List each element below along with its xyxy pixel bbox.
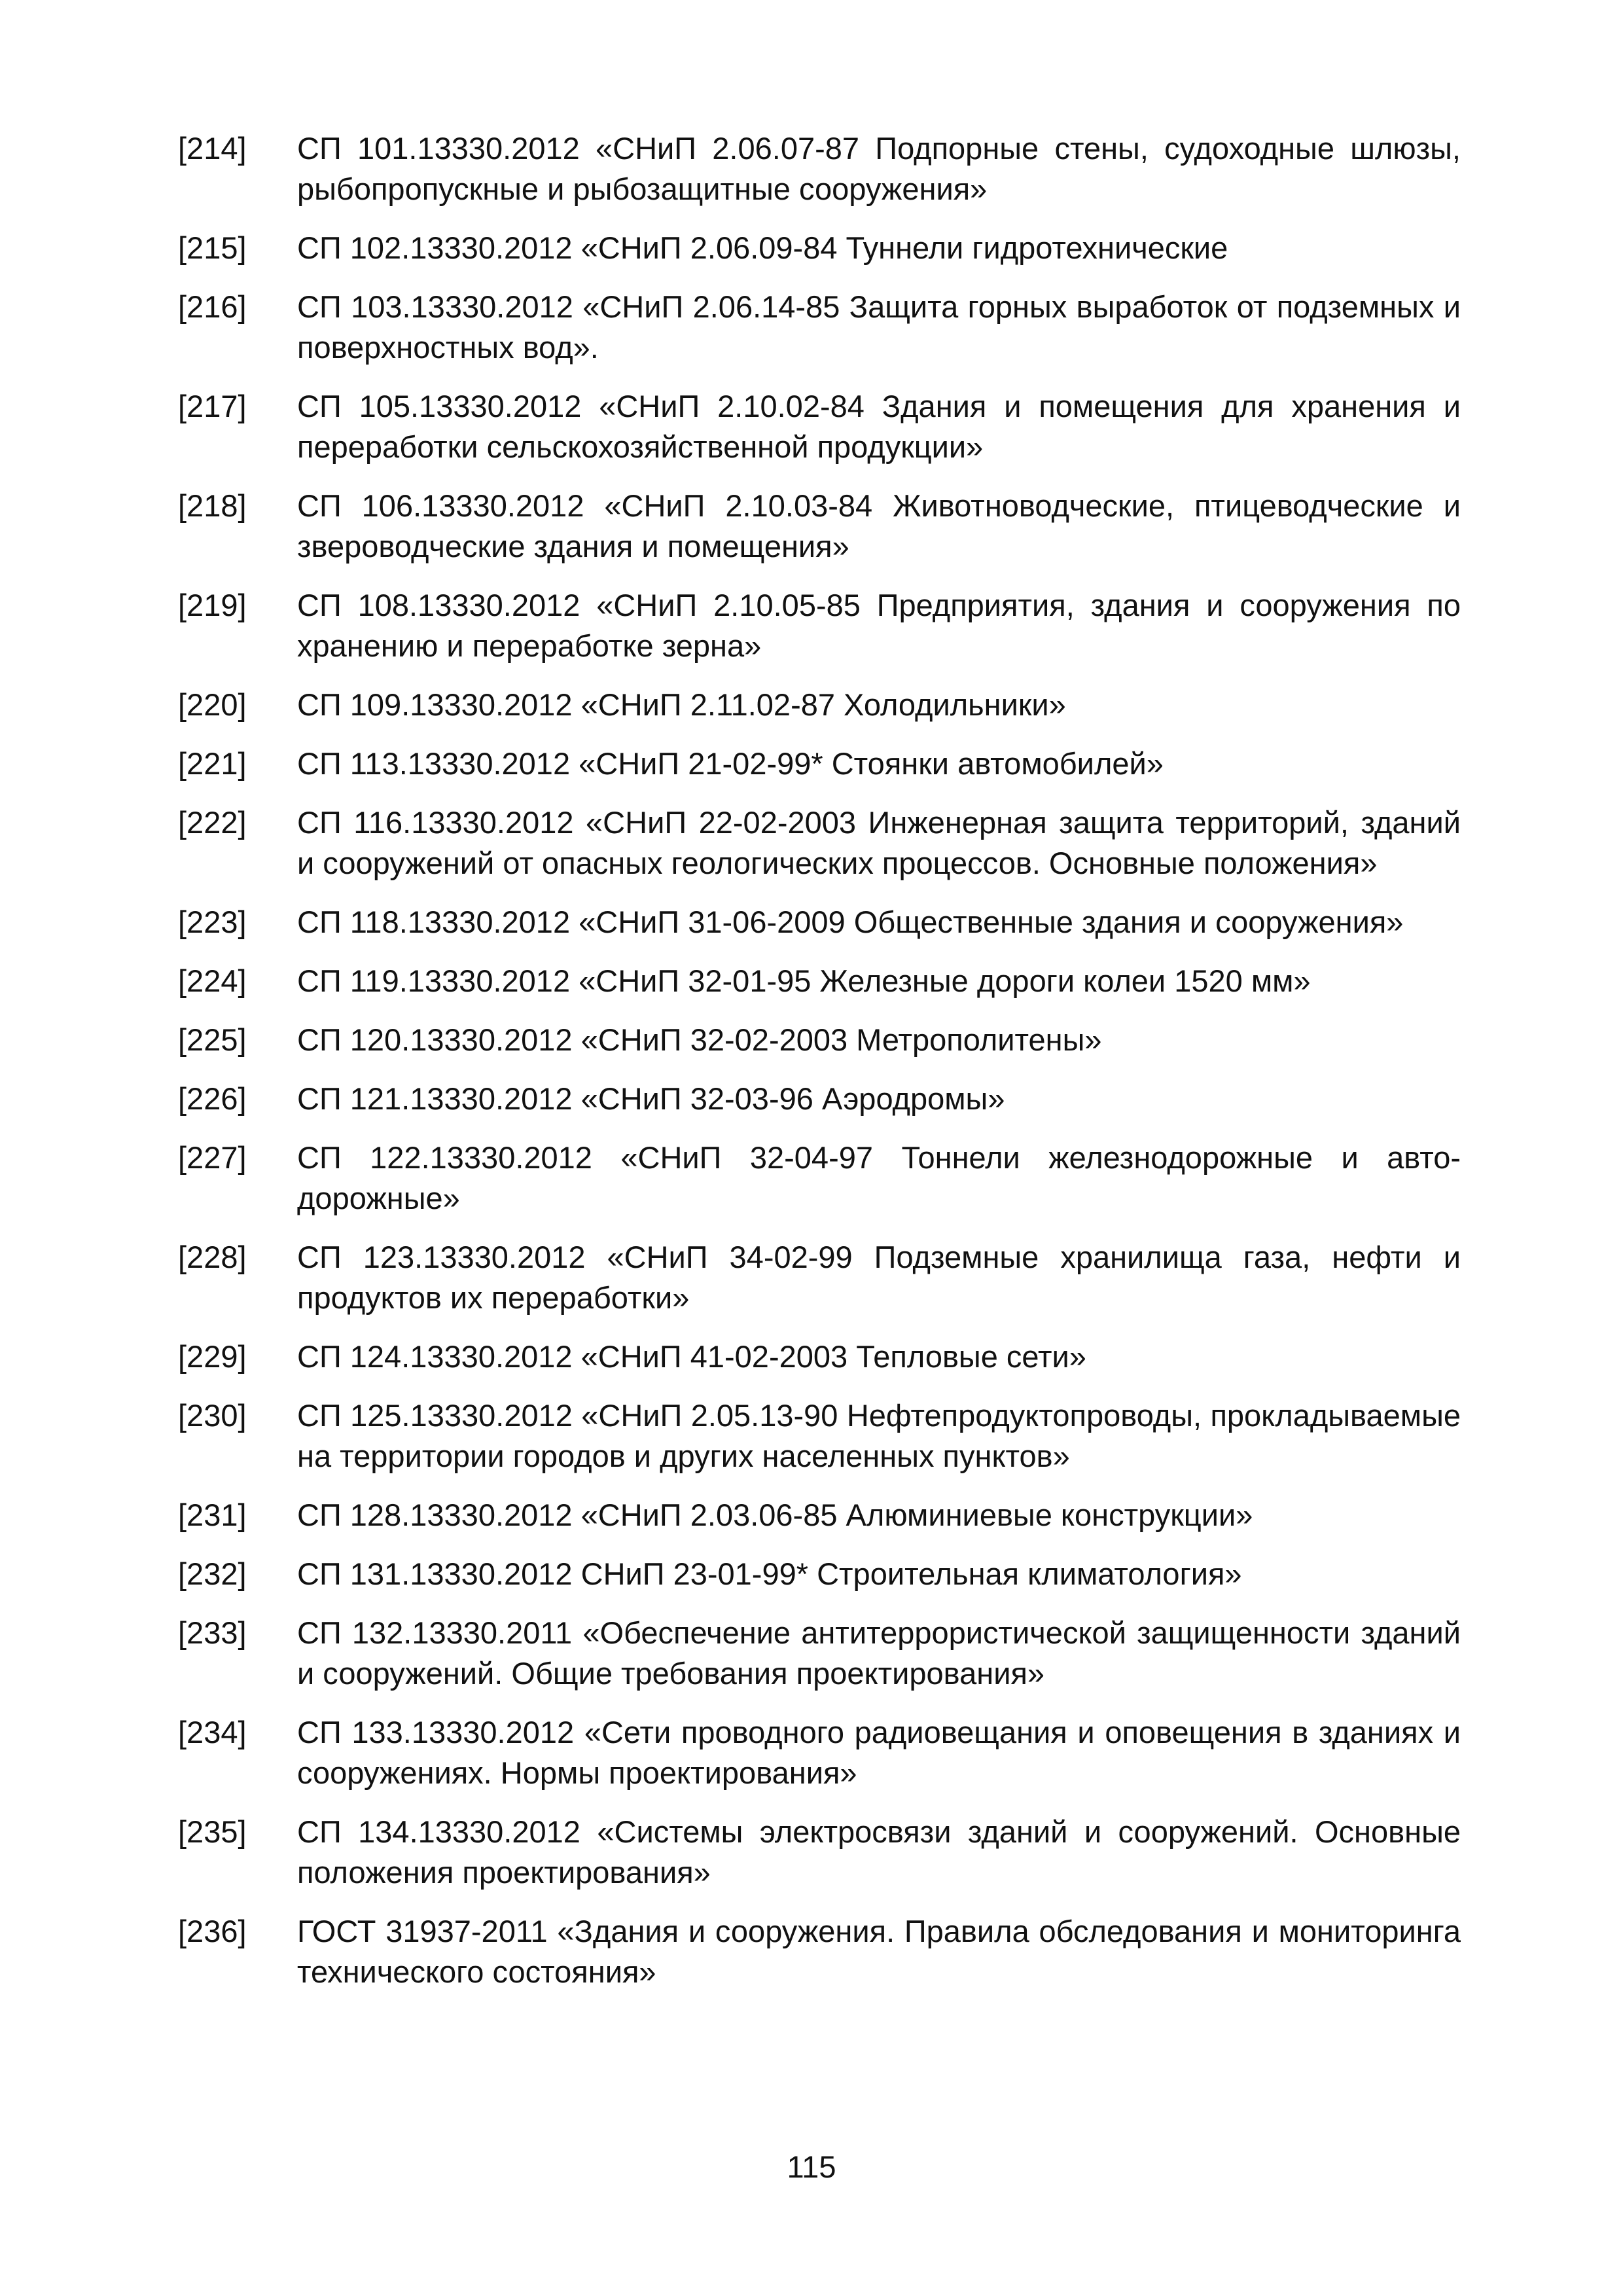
reference-number: [236] — [178, 1914, 247, 1948]
reference-text: СП 103.13330.2012 «СНиП 2.06.14-85 Защита горных выработок от подземных и поверхностных вод». — [297, 289, 1461, 365]
reference-number: [234] — [178, 1715, 247, 1749]
reference-number: [229] — [178, 1339, 247, 1374]
reference-item-224 — [178, 961, 1461, 1001]
reference-text: СП 124.13330.2012 «СНиП 41-02-2003 Тепловые сети» — [297, 1339, 1086, 1374]
reference-text: СП 109.13330.2012 «СНиП 2.11.02-87 Холодильники» — [297, 687, 1066, 722]
reference-item-231 — [178, 1495, 1461, 1535]
reference-item-230 — [178, 1395, 1461, 1477]
reference-number: [233] — [178, 1615, 247, 1650]
reference-text: СП 132.13330.2011 «Обеспечение антитеррористической защищенности зданий и сооружений. Общие требования проектирования» — [297, 1615, 1461, 1691]
reference-item-220 — [178, 685, 1461, 725]
reference-number: [217] — [178, 389, 247, 423]
reference-number: [228] — [178, 1240, 247, 1274]
reference-item-234 — [178, 1712, 1461, 1793]
reference-text: СП 134.13330.2012 «Системы электросвязи зданий и сооружений. Основные положения проектирования» — [297, 1814, 1461, 1890]
reference-text: СП 120.13330.2012 «СНиП 32-02-2003 Метрополитены» — [297, 1022, 1102, 1057]
reference-item-219 — [178, 585, 1461, 666]
reference-item-232 — [178, 1554, 1461, 1594]
reference-number: [232] — [178, 1556, 247, 1591]
reference-item-226 — [178, 1079, 1461, 1119]
reference-text: СП 116.13330.2012 «СНиП 22-02-2003 Инженерная защита территорий, зданий и сооружений от опасных геологических процессов. Основные положения» — [297, 805, 1461, 880]
reference-text: СП 113.13330.2012 «СНиП 21-02-99* Стоянки автомобилей» — [297, 746, 1164, 781]
reference-item-214 — [178, 128, 1461, 209]
reference-text: СП 125.13330.2012 «СНиП 2.05.13-90 Нефтепродуктопроводы, прокладываемые на территории городов и других населенных пунктов» — [297, 1398, 1461, 1473]
reference-item-236 — [178, 1911, 1461, 1992]
reference-text: СП 122.13330.2012 «СНиП 32-04-97 Тоннели железнодорожные и автодорожные» — [297, 1140, 1461, 1215]
reference-item-221 — [178, 744, 1461, 784]
reference-item-227 — [178, 1138, 1461, 1219]
reference-item-225 — [178, 1020, 1461, 1060]
reference-number: [222] — [178, 805, 247, 840]
reference-item-228 — [178, 1237, 1461, 1318]
reference-list — [178, 128, 1461, 2011]
reference-item-223 — [178, 902, 1461, 942]
reference-item-222 — [178, 802, 1461, 884]
reference-text: СП 108.13330.2012 «СНиП 2.10.05-85 Предприятия, здания и сооружения по хранению и переработке зерна» — [297, 588, 1461, 663]
reference-number: [231] — [178, 1498, 247, 1532]
reference-text: СП 128.13330.2012 «СНиП 2.03.06-85 Алюминиевые конструкции» — [297, 1498, 1253, 1532]
reference-item-216 — [178, 287, 1461, 368]
reference-number: [225] — [178, 1022, 247, 1057]
reference-item-218 — [178, 486, 1461, 567]
reference-text: СП 102.13330.2012 «СНиП 2.06.09-84 Туннели гидротехнические — [297, 230, 1228, 265]
reference-text: СП 133.13330.2012 «Сети проводного радиовещания и оповещения в зданиях и сооружениях. Нормы проектирования» — [297, 1715, 1461, 1790]
reference-item-233 — [178, 1613, 1461, 1694]
reference-text: СП 123.13330.2012 «СНиП 34-02-99 Подземные хранилища газа, нефти и продуктов их переработки» — [297, 1240, 1461, 1315]
reference-number: [219] — [178, 588, 247, 622]
reference-text: СП 101.13330.2012 «СНиП 2.06.07-87 Подпорные стены, судоходные шлюзы, рыбопропускные и рыбозащитные сооружения» — [297, 131, 1461, 206]
reference-text: СП 121.13330.2012 «СНиП 32-03-96 Аэродромы» — [297, 1081, 1005, 1116]
reference-number: [223] — [178, 905, 247, 939]
reference-item-217 — [178, 386, 1461, 467]
reference-text: СП 131.13330.2012 СНиП 23-01-99* Строительная климатология» — [297, 1556, 1242, 1591]
reference-number: [227] — [178, 1140, 247, 1175]
reference-item-215 — [178, 228, 1461, 268]
reference-number: [216] — [178, 289, 247, 324]
reference-text: СП 118.13330.2012 «СНиП 31-06-2009 Общественные здания и сооружения» — [297, 905, 1404, 939]
reference-number: [218] — [178, 488, 247, 523]
reference-number: [235] — [178, 1814, 247, 1849]
reference-text: ГОСТ 31937-2011 «Здания и сооружения. Правила обследования и мониторинга технического состояния» — [297, 1914, 1461, 1989]
reference-number: [221] — [178, 746, 247, 781]
reference-text: СП 106.13330.2012 «СНиП 2.10.03-84 Животноводческие, птицеводческие и звероводческие здания и помещения» — [297, 488, 1461, 564]
page-number: 115 — [787, 2149, 836, 2184]
reference-number: [230] — [178, 1398, 247, 1433]
reference-number: [224] — [178, 963, 247, 998]
reference-number: [220] — [178, 687, 247, 722]
reference-item-235 — [178, 1812, 1461, 1893]
reference-item-229 — [178, 1336, 1461, 1377]
reference-text: СП 119.13330.2012 «СНиП 32-01-95 Железные дороги колеи 1520 мм» — [297, 963, 1311, 998]
reference-number: [214] — [178, 131, 247, 166]
reference-text: СП 105.13330.2012 «СНиП 2.10.02-84 Здания и помещения для хранения и переработки сельскохозяйственной продукции» — [297, 389, 1461, 464]
reference-number: [226] — [178, 1081, 247, 1116]
reference-number: [215] — [178, 230, 247, 265]
